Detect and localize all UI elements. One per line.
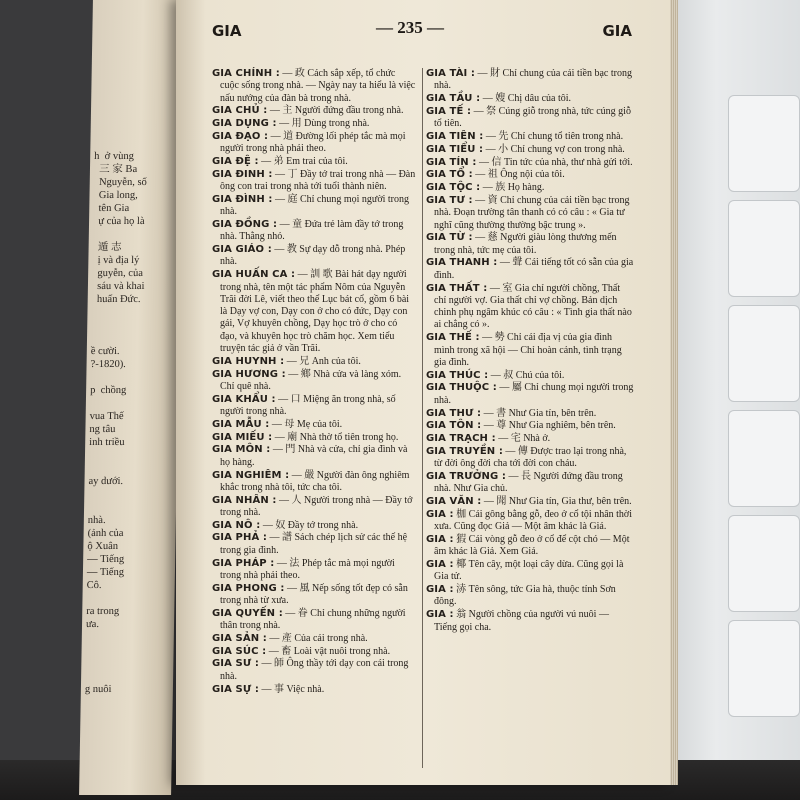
- keyboard-key: [728, 305, 800, 402]
- left-page-line: [89, 449, 171, 462]
- dictionary-entry: [212, 394, 416, 419]
- dictionary-entry: [426, 584, 634, 609]
- left-page-line: [91, 319, 173, 332]
- dictionary-entry: [212, 558, 416, 583]
- entry-headword: GIA GIÁO :: [212, 244, 272, 256]
- entry-headword: GIA TẾ :: [426, 105, 472, 117]
- left-page-line: ?-1820).: [90, 359, 126, 370]
- entry-headword: GIA TRUYỀN :: [426, 445, 503, 457]
- entry-headword: GIA TÔN :: [426, 420, 482, 432]
- entry-definition: — 主 Người đứng đầu trong nhà.: [269, 105, 404, 117]
- entry-definition: — 童 Đứa trẻ làm đầy tớ trong nhà. Thằng nhỏ.: [220, 219, 404, 243]
- dictionary-entry: [212, 369, 416, 394]
- entry-definition: — 聞 Như Gia tín, Gia thư, bên trên.: [483, 496, 632, 508]
- entry-headword: GIA THƯ :: [426, 407, 482, 419]
- entry-definition: — 用 Dùng trong nhà.: [279, 118, 370, 130]
- left-page-line: ộ Xuân: [87, 541, 119, 552]
- entry-definition: — 慈 Người giàu lòng thương mến trong nhà, tức mẹ của tôi.: [434, 232, 617, 256]
- entry-definition: — 書 Như Gia tín, bên trên.: [483, 407, 597, 419]
- entry-definition: — 政 Cách sắp xếp, tổ chức cuộc sống trong nhà. — Ngày nay ta hiểu là việc nấu nướng của đàn bà trong nhà.: [220, 68, 416, 104]
- left-page-line: [93, 228, 175, 241]
- entry-headword: GIA TIỂU :: [426, 143, 484, 155]
- dictionary-entry: [212, 105, 416, 117]
- dictionary-entry: [212, 131, 416, 156]
- left-page-line: ay dưới.: [88, 476, 124, 487]
- entry-headword: GIA MIẾU :: [212, 431, 273, 443]
- entry-headword: GIA ĐÌNH :: [212, 193, 273, 205]
- entry-definition: — 口 Miệng ăn trong nhà, số người trong nhà.: [220, 393, 396, 418]
- entry-definition: — 眷 Chỉ chung những người thân trong nhà.: [220, 607, 406, 632]
- keyboard-key: [728, 410, 800, 507]
- entry-headword: GIA ĐỆ :: [212, 156, 259, 168]
- entry-definition: 椰 Tên cây, một loại cây dừa. Cũng gọi là Gia tử.: [434, 559, 624, 583]
- entry-definition: — 法 Phép tắc mà mọi người trong nhà phải theo.: [220, 557, 395, 581]
- entry-headword: GIA DỤNG :: [212, 118, 277, 130]
- entry-definition: — 嫂 Chị dâu của tôi.: [482, 93, 572, 105]
- entry-definition: — 弟 Em trai của tôi.: [261, 156, 348, 168]
- entry-definition: — 門 Nhà và cửa, chỉ gia đình và họ hàng.: [220, 444, 408, 468]
- keyboard-key: [728, 515, 800, 612]
- left-page-line: [86, 592, 168, 605]
- left-page-line: huấn Đức.: [91, 294, 141, 305]
- dictionary-entry: [426, 382, 634, 407]
- dictionary-entry: [426, 232, 634, 257]
- entry-headword: GIA PHONG :: [212, 582, 285, 594]
- entry-headword: GIA TÍN :: [426, 156, 477, 168]
- entry-headword: GIA :: [426, 508, 454, 520]
- left-page-line: [90, 371, 172, 384]
- entry-headword: GIA TẦU :: [426, 93, 481, 105]
- dictionary-entry: [426, 93, 634, 105]
- entry-headword: GIA ĐẠO :: [212, 130, 269, 142]
- dictionary-entry: [426, 471, 634, 496]
- dictionary-entry: [426, 446, 634, 471]
- dictionary-entry: [212, 444, 416, 469]
- entry-headword: GIA SÚC :: [212, 645, 267, 657]
- entry-definition: — 人 Người trong nhà — Đầy tớ trong nhà.: [220, 494, 413, 518]
- dictionary-entry: [426, 534, 634, 559]
- dictionary-entry: [426, 332, 634, 369]
- dictionary-entry: [426, 559, 634, 584]
- entry-definition: — 嚴 Người đàn ông nghiêm khắc trong nhà tôi, tức cha tôi.: [220, 469, 410, 493]
- entry-headword: GIA THUỘC :: [426, 382, 497, 394]
- left-page-line: (ảnh của: [87, 528, 124, 539]
- entry-definition: — 訓 歌 Bài hát dạy người trong nhà, tên một tác phẩm Nôm của Nguyễn Trãi đời Lê, viết theo thể Lục bát cổ, gồm 6 bài là Dạy vợ con, Dạy con ở cho có đức, Dạy con gái, Vợ khuyên chồng, Dạy học trò ở cho có đạo, và khuyên học trò chăm học. Xem tiểu truyện tác giả ở vần Trãi.: [220, 269, 410, 355]
- entry-headword: GIA :: [426, 559, 454, 571]
- dictionary-entry: [426, 283, 634, 332]
- entry-definition: 枷 Cái gông bằng gỗ, đeo ở cổ tội nhân thời xưa. Cũng đọc Giả — Một âm khác là Giá.: [434, 508, 632, 533]
- dictionary-entry: [212, 118, 416, 130]
- entry-definition: 翁 Người chồng của người vú nuôi — Tiếng gọi cha.: [434, 609, 609, 633]
- left-page-line: [85, 657, 167, 670]
- entry-definition: — 宅 Nhà ở.: [498, 433, 551, 445]
- dictionary-entry: [212, 633, 416, 645]
- dictionary-entry: [212, 269, 416, 355]
- entry-definition: — 傳 Được trao lại trong nhà, từ đời ông đời cha tới đời con cháu.: [434, 445, 627, 470]
- dictionary-entry: [212, 658, 416, 683]
- dictionary-entry: [212, 68, 416, 105]
- dictionary-entry: [426, 144, 634, 156]
- dictionary-entry: [426, 157, 634, 169]
- running-head-right: GIA: [602, 22, 632, 40]
- entry-headword: GIA MÔN :: [212, 444, 271, 456]
- left-page-line: ra trong: [86, 606, 120, 617]
- entry-headword: GIA :: [426, 609, 454, 621]
- dictionary-entry: [426, 195, 634, 232]
- dictionary-entry: [426, 370, 634, 382]
- left-page-line: Nguyễn, số: [93, 177, 147, 188]
- entry-definition: — 祭 Cúng giỗ trong nhà, tức cúng giỗ tổ tiên.: [434, 105, 631, 130]
- entry-headword: GIA SỰ :: [212, 683, 259, 695]
- entry-definition: — 信 Tin tức của nhà, thư nhà gửi tới.: [478, 156, 633, 168]
- entry-definition: — 小 Chỉ chung vợ con trong nhà.: [485, 143, 625, 155]
- entry-headword: GIA :: [426, 584, 454, 596]
- dictionary-entry: [426, 182, 634, 194]
- left-page-line: ề cười.: [90, 346, 120, 357]
- dictionary-entry: [212, 419, 416, 431]
- page-number: — 235 —: [376, 18, 444, 37]
- entry-headword: GIA THẾ :: [426, 332, 480, 344]
- left-page-line: [90, 397, 172, 410]
- dictionary-entry: [212, 583, 416, 608]
- column-divider: [422, 68, 423, 768]
- entry-headword: GIA HUẤN CA :: [212, 269, 296, 281]
- entry-headword: GIA TƯ :: [426, 194, 473, 206]
- left-page-line: [91, 332, 173, 345]
- dictionary-entry: [212, 219, 416, 244]
- entry-definition: — 譜 Sách chép lịch sử các thế hệ trong gia đình.: [220, 532, 408, 556]
- left-page-line: inh triều: [89, 437, 125, 448]
- entry-headword: GIA PHÁP :: [212, 557, 275, 569]
- entry-headword: GIA TỔ :: [426, 169, 473, 181]
- entry-headword: GIA ĐỒNG :: [212, 219, 278, 231]
- dictionary-entry: [212, 470, 416, 495]
- left-page-line: Cô.: [86, 580, 102, 591]
- dictionary-entry: [426, 131, 634, 143]
- left-page-line: ị và địa lý: [92, 255, 140, 266]
- dictionary-entry: [212, 532, 416, 557]
- left-page-line: 遁 志: [92, 242, 122, 253]
- left-facing-page: [79, 0, 185, 795]
- entry-definition: — 兄 Anh của tôi.: [286, 355, 361, 367]
- entry-headword: GIA KHẨU :: [212, 393, 276, 405]
- entry-definition: — 產 Của cải trong nhà.: [269, 632, 368, 644]
- left-page-line: h ở vùng: [94, 151, 134, 162]
- entry-definition: — 室 Gia chỉ người chồng, Thất chỉ người vợ. Gia thất chỉ vợ chồng. Bản dịch chinh phụ ngâm khúc có câu : « Tình gia thất nào ai chẳng có ».: [434, 282, 632, 331]
- left-page-line: ng tâu: [89, 424, 116, 435]
- left-page-line: nhà.: [87, 515, 106, 526]
- left-page-line: [85, 644, 167, 657]
- entry-definition: — 道 Đường lối phép tắc mà mọi người trong nhà phải theo.: [220, 130, 406, 155]
- entry-definition: — 長 Người đứng đầu trong nhà. Như Gia chủ.: [434, 471, 623, 495]
- entry-definition: — 屬 Chỉ chung mọi người trong nhà.: [434, 382, 634, 406]
- left-page-text: [85, 150, 177, 696]
- entry-headword: GIA QUYẾN :: [212, 607, 283, 619]
- entry-headword: GIA NGHIÊM :: [212, 469, 290, 481]
- entry-headword: GIA HUYNH :: [212, 355, 285, 367]
- entry-definition: — 奴 Đầy tớ trong nhà.: [262, 519, 359, 531]
- entry-definition: — 庭 Chỉ chung mọi người trong nhà.: [220, 193, 410, 218]
- entry-definition: — 財 Chỉ chung của cải tiền bạc trong nhà.: [434, 68, 632, 92]
- dictionary-entry: [426, 509, 634, 534]
- keyboard-key: [728, 200, 800, 297]
- entry-definition: — 資 Chỉ chung của cải tiền bạc trong nhà. Đoạn trường tân thanh có có câu : « Gia tư nghĩ cũng thường thường bậc trung ».: [434, 194, 630, 231]
- dictionary-entry: [212, 608, 416, 633]
- dictionary-entry: [426, 169, 634, 181]
- left-page-line: g nuôi: [84, 684, 112, 695]
- entry-headword: GIA TRẠCH :: [426, 433, 496, 445]
- entry-definition: — 畜 Loài vật nuôi trong nhà.: [268, 645, 391, 657]
- entry-definition: — 祖 Ông nội của tôi.: [475, 169, 565, 181]
- left-page-line: p chồng: [90, 385, 127, 396]
- dictionary-entry: [426, 433, 634, 445]
- entry-headword: GIA PHẢ :: [212, 532, 267, 544]
- left-page-line: sáu và khai: [91, 281, 145, 292]
- entry-definition: — 勢 Chỉ cái địa vị của gia đình mình trong xã hội — Chỉ hoàn cảnh, tình trạng gia đình.: [434, 332, 622, 368]
- running-head-left: GIA: [212, 22, 242, 40]
- entry-headword: GIA :: [426, 533, 454, 545]
- entry-headword: GIA TỘC :: [426, 182, 481, 194]
- dictionary-page: [176, 0, 672, 785]
- entry-headword: GIA CHÍNH :: [212, 68, 280, 79]
- entry-headword: GIA THẤT :: [426, 282, 488, 294]
- left-page-line: 三 家 Ba: [93, 164, 138, 175]
- entry-headword: GIA NÔ :: [212, 519, 261, 531]
- left-page-line: [91, 306, 173, 319]
- entry-headword: GIA TÀI :: [426, 68, 476, 79]
- left-page-line: [86, 631, 168, 644]
- entry-headword: GIA SƯ :: [212, 658, 259, 670]
- left-page-line: [89, 462, 171, 475]
- entry-definition: — 師 Ông thầy tới dạy con cái trong nhà.: [220, 658, 409, 682]
- entry-definition: — 廟 Nhà thờ tổ tiên trong họ.: [274, 431, 399, 443]
- page-edge: [670, 0, 678, 785]
- entry-headword: GIA THÚC :: [426, 369, 489, 381]
- entry-definition: — 母 Mẹ của tôi.: [271, 418, 343, 430]
- entry-headword: GIA HƯƠNG :: [212, 368, 286, 380]
- dictionary-entry: [212, 646, 416, 658]
- left-page-line: guyễn, của: [92, 268, 143, 279]
- left-page-line: ưa.: [85, 619, 100, 630]
- entry-definition: — 丁 Đầy tớ trai trong nhà — Đàn ông con trai trong nhà tới tuổi thành niên.: [220, 168, 416, 193]
- left-page-line: vua Thế: [89, 411, 124, 422]
- entry-definition: — 尊 Như Gia nghiêm, bên trên.: [483, 420, 616, 432]
- entry-definition: — 聲 Cái tiếng tốt có sẵn của gia đình.: [434, 257, 634, 281]
- entry-definition: — 事 Việc nhà.: [261, 683, 325, 695]
- entry-headword: GIA VĂN :: [426, 496, 482, 508]
- entry-headword: GIA THANH :: [426, 257, 498, 269]
- left-page-line: — Tiếng: [86, 567, 125, 578]
- left-page-line: [88, 488, 170, 501]
- dictionary-entry: [212, 356, 416, 368]
- entry-headword: GIA TIÊN :: [426, 130, 484, 142]
- entry-definition: — 族 Họ hàng.: [482, 182, 545, 194]
- entry-headword: GIA MẪU :: [212, 418, 270, 430]
- dictionary-entry: [212, 194, 416, 219]
- left-page-line: [85, 670, 167, 683]
- dictionary-entry: [212, 244, 416, 269]
- dictionary-entry: [426, 408, 634, 420]
- entry-definition: — 先 Chỉ chung tổ tiên trong nhà.: [485, 130, 624, 142]
- keyboard-key: [728, 95, 800, 192]
- dictionary-entry: [212, 684, 416, 696]
- dictionary-entry: [426, 609, 634, 634]
- dictionary-entry: [212, 520, 416, 532]
- entry-headword: GIA SẢN :: [212, 632, 267, 644]
- dictionary-entry: [426, 420, 634, 432]
- dictionary-entry: [212, 432, 416, 444]
- entry-headword: GIA TRƯỞNG :: [426, 471, 507, 482]
- left-page-line: ự của họ là: [92, 216, 145, 227]
- dictionary-entry: [212, 156, 416, 168]
- left-page-line: tên Gia: [93, 203, 130, 214]
- entry-headword: GIA NHÂN :: [212, 494, 277, 506]
- entry-definition: — 鄉 Nhà cửa và làng xóm. Chỉ quê nhà.: [220, 368, 402, 392]
- entry-headword: GIA ĐINH :: [212, 168, 273, 180]
- entry-definition: 猳 Cái vòng gỗ đeo ở cổ để cột chó — Một âm khác là Giả. Xem Giả.: [434, 533, 630, 558]
- entries-column-right: [426, 68, 634, 634]
- left-page-line: — Tiếng: [87, 554, 125, 565]
- dictionary-entry: [426, 257, 634, 282]
- left-page-line: Gia long,: [93, 190, 138, 201]
- entry-definition: 浾 Tên sông, tức Gia hà, thuộc tỉnh Sơn đông.: [434, 584, 616, 608]
- entries-column-left: [212, 68, 416, 696]
- entry-definition: — 教 Sự dạy dỗ trong nhà. Phép nhà.: [220, 244, 406, 268]
- keyboard-key: [728, 620, 800, 717]
- dictionary-entry: [426, 68, 634, 93]
- dictionary-entry: [426, 106, 634, 131]
- entry-definition: — 風 Nếp sống tốt đẹp có sẵn trong nhà từ xưa.: [220, 582, 408, 606]
- entry-headword: GIA TỪ :: [426, 232, 473, 244]
- entry-definition: — 叔 Chú của tôi.: [490, 369, 565, 381]
- entry-headword: GIA CHỦ :: [212, 105, 268, 117]
- left-page-line: [88, 501, 170, 514]
- dictionary-entry: [426, 496, 634, 508]
- dictionary-entry: [212, 169, 416, 194]
- dictionary-entry: [212, 495, 416, 520]
